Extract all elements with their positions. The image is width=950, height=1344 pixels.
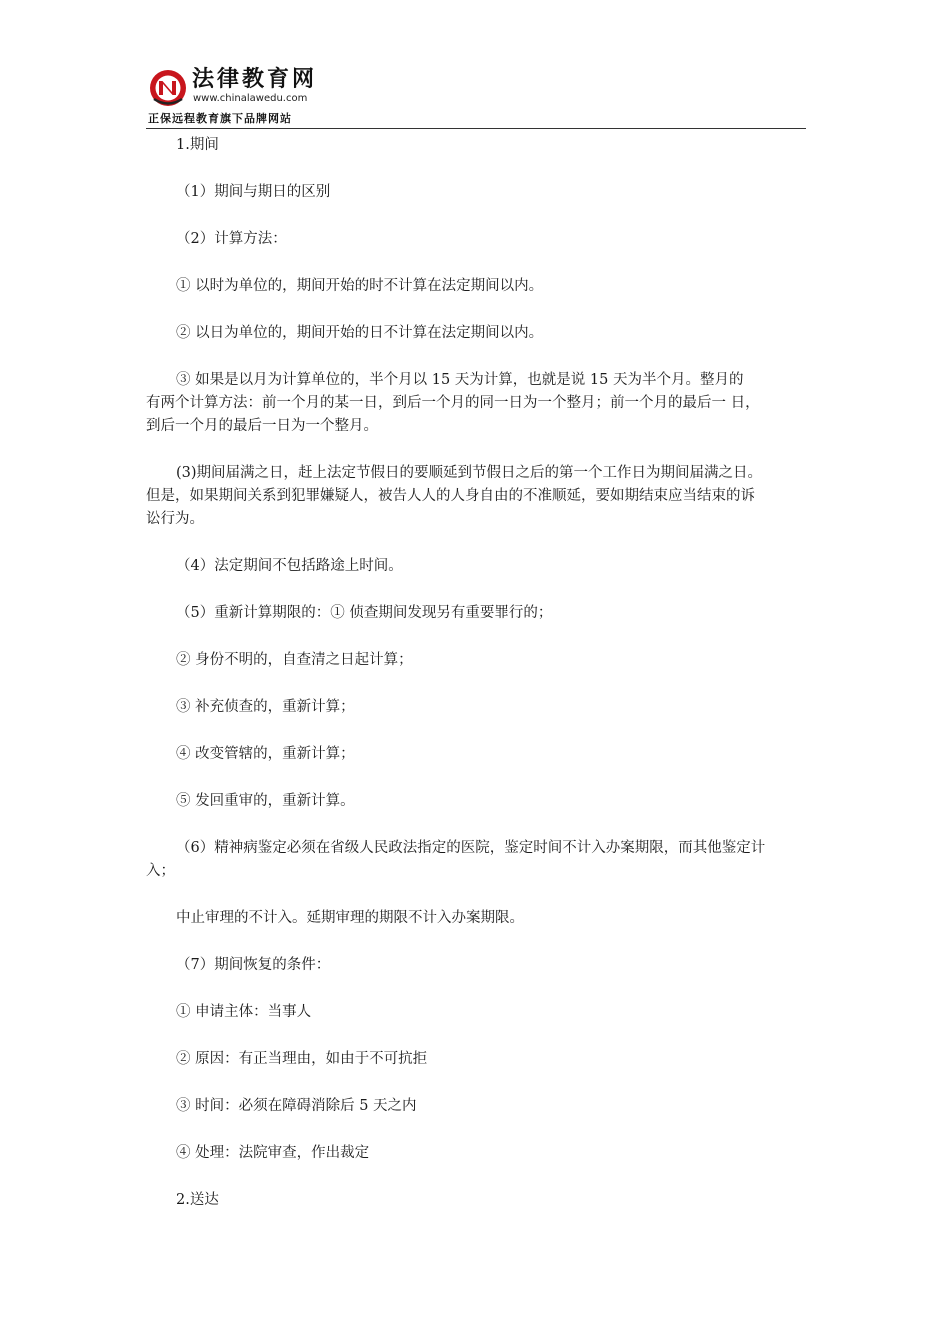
paragraph: ④ 处理：法院审查，作出裁定: [176, 1145, 370, 1161]
paragraph: ⑤ 发回重审的，重新计算。: [176, 793, 355, 809]
paragraph: （5）重新计算期限的：① 侦查期间发现另有重要罪行的；: [176, 605, 553, 621]
header-divider: [146, 128, 806, 129]
paragraph-line: (3)期间届满之日，赶上法定节假日的要顺延到节假日之后的第一个工作日为期间届满之日。: [176, 465, 763, 481]
paragraph: （4）法定期间不包括路途上时间。: [176, 558, 403, 574]
law-edu-logo-icon: [148, 68, 188, 108]
paragraph-line: ③ 如果是以月为计算单位的，半个月以 15 天为计算，也就是说 15 天为半个月。整月的: [176, 372, 744, 388]
paragraph-line: 有两个计算方法：前一个月的某一日，到后一个月的同一日为一个整月；前一个月的最后一 日，: [146, 395, 760, 411]
paragraph: 中止审理的不计入。延期审理的期限不计入办案期限。: [176, 910, 524, 926]
paragraph: ③ 时间：必须在障碍消除后 5 天之内: [176, 1098, 417, 1114]
document-body: [146, 134, 810, 1212]
section-heading-service: 2.送达: [176, 1192, 219, 1208]
paragraph-line: 但是，如果期间关系到犯罪嫌疑人，被告人人的人身自由的不准顺延，要如期结束应当结束的诉: [146, 488, 755, 504]
paragraph: ② 原因：有正当理由，如由于不可抗拒: [176, 1051, 428, 1067]
paragraph: ④ 改变管辖的，重新计算；: [176, 746, 355, 762]
paragraph: ② 身份不明的，自查清之日起计算；: [176, 652, 413, 668]
site-header: [146, 66, 806, 132]
brand-url[interactable]: www.chinalawedu.com: [193, 93, 308, 104]
paragraph: ① 申请主体：当事人: [176, 1004, 312, 1020]
paragraph: （7）期间恢复的条件：: [176, 957, 331, 973]
paragraph: （1）期间与期日的区别: [176, 184, 331, 200]
paragraph-line: 讼行为。: [146, 511, 204, 527]
paragraph: ① 以时为单位的，期间开始的时不计算在法定期间以内。: [176, 278, 544, 294]
paragraph: ② 以日为单位的，期间开始的日不计算在法定期间以内。: [176, 325, 544, 341]
paragraph-line: 到后一个月的最后一日为一个整月。: [146, 418, 378, 434]
section-heading-period: 1.期间: [176, 137, 219, 153]
paragraph: ③ 补充侦查的，重新计算；: [176, 699, 355, 715]
brand-slogan: 正保远程教育旗下品牌网站: [148, 112, 292, 125]
brand-name: 法律教育网: [192, 67, 318, 92]
paragraph: （2）计算方法：: [176, 231, 287, 247]
paragraph-line: （6）精神病鉴定必须在省级人民政法指定的医院，鉴定时间不计入办案期限，而其他鉴定计: [176, 840, 766, 856]
paragraph-line: 入；: [146, 863, 175, 879]
